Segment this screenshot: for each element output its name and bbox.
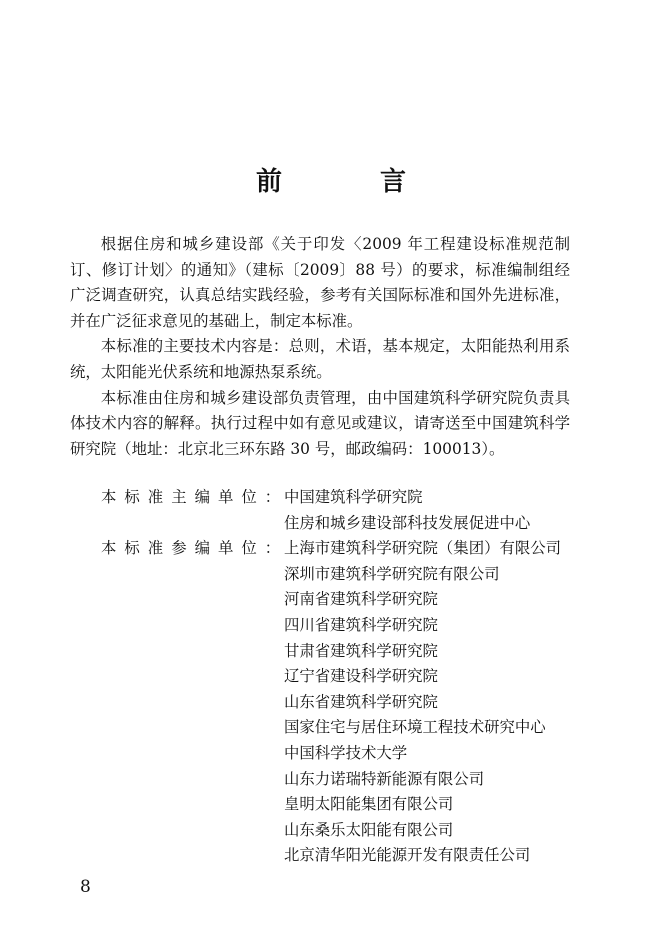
list-item: 皇明太阳能集团有限公司 [284, 795, 454, 814]
participating-units-label [70, 536, 284, 869]
chief-units-label-text: 本标准主编单位 [101, 488, 265, 506]
page-title: 前 言 [255, 167, 442, 197]
list-item: 北京清华阳光能源开发有限责任公司 [284, 846, 531, 865]
chief-units-colon: ： [264, 488, 281, 506]
chief-units-group [70, 485, 590, 536]
list-item: 四川省建筑科学研究院 [284, 615, 438, 634]
list-item: 上海市建筑科学研究院（集团）有限公司 [284, 539, 562, 558]
chief-units-label [70, 485, 284, 536]
paragraph-management: 本标准由住房和城乡建设部负责管理，由中国建筑科学研究院负责具体技术内容的解释。执行过程中如有意见或建议，请寄送至中国建筑科学研究院（地址：北京北三环东路 30 号，邮政编码：100013）。 [70, 388, 570, 458]
chief-units-list [284, 485, 590, 536]
list-item: 山东省建筑科学研究院 [284, 692, 438, 711]
list-item: 山东力诺瑞特新能源有限公司 [284, 769, 485, 788]
participating-units-group [70, 536, 590, 869]
paragraph-technical-content: 本标准的主要技术内容是：总则，术语，基本规定，太阳能热利用系统，太阳能光伏系统和地源热泵系统。 [70, 337, 570, 381]
list-item: 国家住宅与居住环境工程技术研究中心 [284, 718, 546, 737]
preface-body [70, 232, 570, 462]
participating-units-list [284, 536, 590, 869]
participating-units-label-text: 本标准参编单位 [101, 539, 265, 558]
participating-units-colon: ： [264, 539, 281, 558]
list-item: 河南省建筑科学研究院 [284, 590, 438, 609]
list-item: 甘肃省建筑科学研究院 [284, 641, 438, 660]
list-item: 深圳市建筑科学研究院有限公司 [284, 564, 500, 583]
list-item: 中国科学技术大学 [284, 743, 408, 762]
list-item: 山东桑乐太阳能有限公司 [284, 820, 454, 839]
page-number: 8 [80, 877, 91, 897]
list-item: 住房和城乡建设部科技发展促进中心 [284, 513, 531, 532]
list-item: 中国建筑科学研究院 [284, 488, 423, 506]
unit-listing [70, 485, 590, 869]
list-item: 辽宁省建设科学研究院 [284, 667, 438, 686]
paragraph-compilation-basis: 根据住房和城乡建设部《关于印发〈2009 年工程建设标准规范制订、修订计划〉的通知》（建标〔2009〕88 号）的要求，标准编制组经广泛调查研究，认真总结实践经验，参考有关国际标准和国外先进标准，并在广泛征求意见的基础上，制定本标准。 [70, 235, 570, 330]
